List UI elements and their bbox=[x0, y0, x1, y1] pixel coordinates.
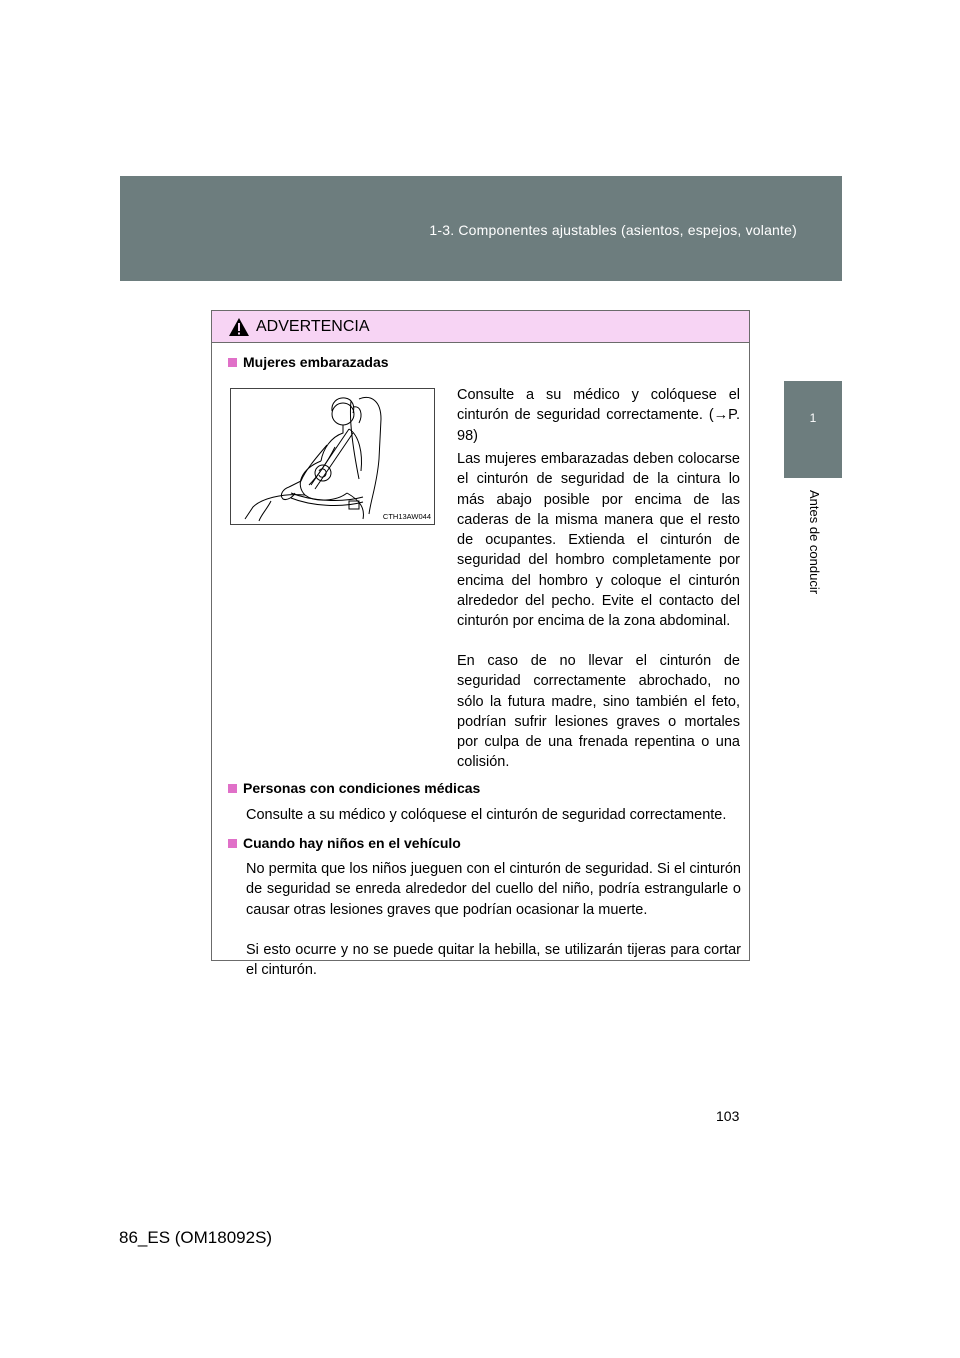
bullet-icon bbox=[228, 839, 237, 848]
section-heading-children: Cuando hay niños en el vehículo bbox=[228, 835, 461, 851]
paragraph: No permita que los niños jueguen con el cinturón de seguridad. Si el cinturón de seguridad se enreda alrededor del cuello del niño, podría estrangularle o causar otras lesiones graves que podrían ocasionar la muerte. bbox=[246, 861, 741, 918]
chapter-tab bbox=[784, 381, 842, 478]
paragraph: En caso de no llevar el cinturón de seguridad correctamente abrochado, no sólo la futura madre, sino también el feto, podrían sufrir lesiones graves o mortales por culpa de una frenada repentina o una colisión. bbox=[457, 653, 740, 771]
chapter-label: Antes de conducir bbox=[807, 490, 822, 595]
paragraph: Las mujeres embarazadas deben colocarse el cinturón de seguridad de la cintura lo más abajo posible por encima de las caderas de la misma manera que el resto de ocupantes. Extienda el cinturón de seguridad del hombro completamente por encima del hombro y coloque el cinturón alrededor del pecho. Evite el contacto del cinturón por encima de la zona abdominal. bbox=[457, 451, 740, 630]
page-number: 103 bbox=[716, 1108, 740, 1124]
pregnant-woman-illustration bbox=[231, 389, 434, 524]
warning-triangle-icon bbox=[228, 317, 250, 337]
chapter-header bbox=[120, 176, 842, 281]
figure-code: CTH13AW044 bbox=[382, 512, 431, 521]
warning-box bbox=[211, 310, 750, 979]
warning-title: ADVERTENCIA bbox=[256, 317, 370, 335]
paragraph: Si esto ocurre y no se puede quitar la hebilla, se utilizarán tijeras para cortar el cinturón. bbox=[246, 942, 741, 979]
warning-header bbox=[212, 311, 749, 343]
bullet-icon bbox=[228, 784, 237, 793]
bullet-icon bbox=[228, 358, 237, 367]
chapter-number: 1 bbox=[809, 411, 817, 425]
section-title: 1-3. Componentes ajustables (asientos, espejos, volante) bbox=[429, 222, 797, 238]
document-code: 86_ES (OM18092S) bbox=[119, 1228, 273, 1247]
paragraph: Consulte a su médico y colóquese el cinturón de seguridad correctamente. bbox=[246, 807, 727, 823]
paragraph: Consulte a su médico y colóquese el cinturón de seguridad correctamente. (→P. 98) bbox=[457, 387, 740, 444]
figure-pregnant-seatbelt bbox=[230, 388, 435, 525]
section-heading-medical: Personas con condiciones médicas bbox=[228, 780, 480, 796]
section-heading-pregnant: Mujeres embarazadas bbox=[228, 354, 389, 370]
